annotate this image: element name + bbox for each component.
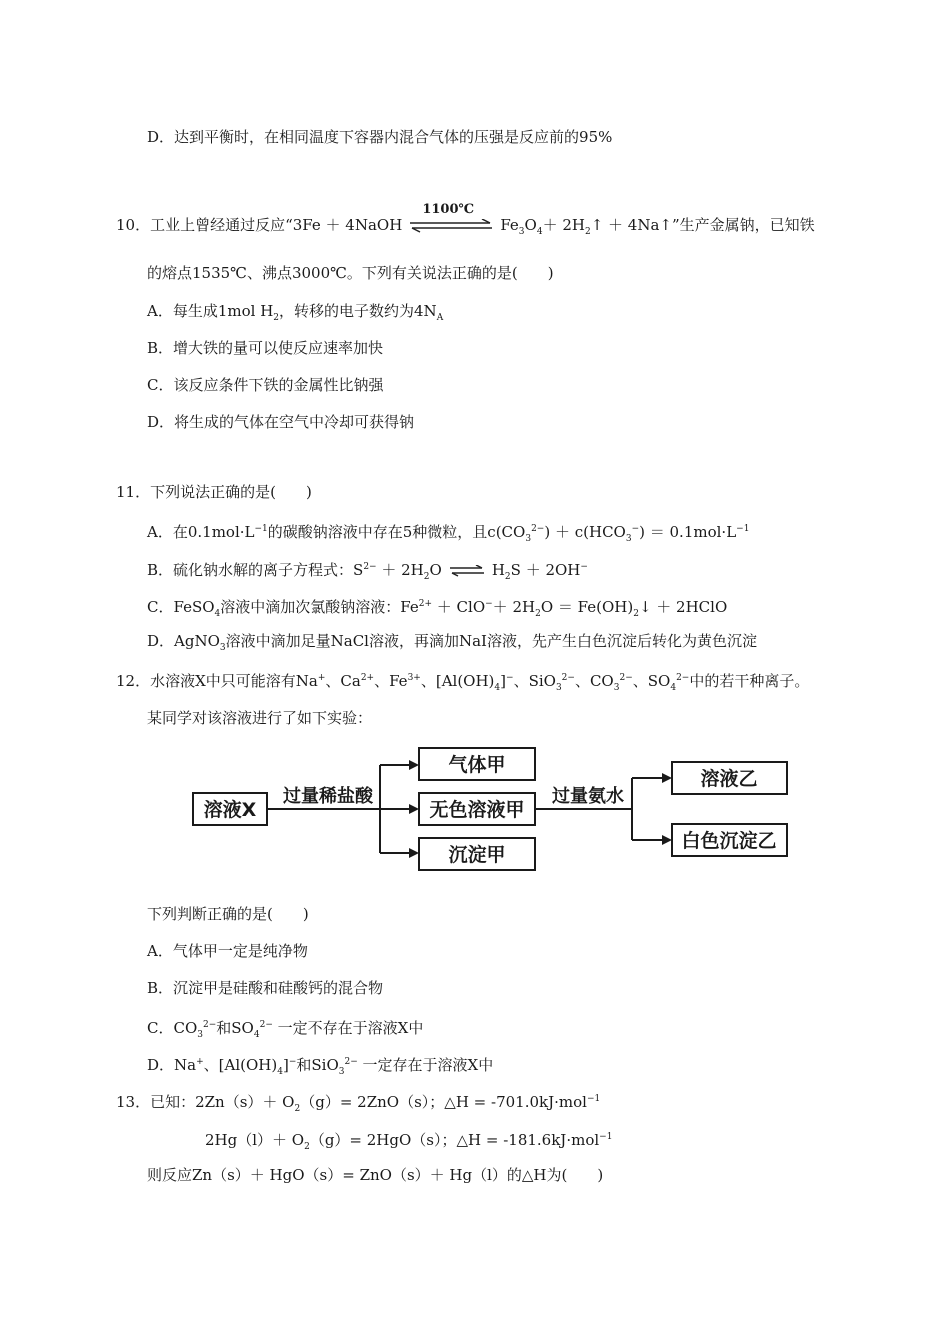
subscript: 4 (214, 609, 221, 619)
subscript: 4 (253, 1030, 260, 1040)
q10-option-a-text: A．每生成1mol H (147, 302, 274, 320)
q11-option-d (147, 630, 757, 659)
q11-option-d-text: 溶液中滴加足量NaCl溶液，再滴加NaI溶液，先产生白色沉淀后转化为黄色沉淀 (225, 632, 757, 650)
label-solution-x: 溶液X (203, 799, 257, 821)
subscript: 3 (613, 683, 620, 693)
q11-option-a-text: 的碳酸钠溶液中存在5种微粒，且c(CO (267, 523, 526, 541)
superscript: −1 (599, 1132, 613, 1142)
superscript: + (196, 1057, 204, 1067)
q12-text: 、SO (632, 672, 671, 690)
arrowhead-icon (409, 848, 419, 858)
label-precip-jia: 沉淀甲 (448, 844, 506, 866)
q10-option-b-text: B．增大铁的量可以使反应速率加快 (147, 339, 384, 357)
q13-line1 (116, 1088, 600, 1120)
q12-text: 中的若干种离子。 (689, 672, 810, 690)
q9-option-d-text: D．达到平衡时，在相同温度下容器内混合气体的压强是反应前的95% (147, 128, 613, 146)
subscript: 3 (197, 1030, 203, 1040)
q11-option-b-text: O (429, 561, 442, 579)
superscript: 3+ (407, 673, 421, 683)
q12-text: 某同学对该溶液进行了如下实验： (147, 709, 373, 727)
q12-text: 、SiO (513, 672, 556, 690)
q11-option-c-text: C．FeSO (147, 598, 215, 616)
label-reagent-hcl: 过量稀盐酸 (283, 786, 373, 807)
q12-option-d-text: ] (282, 1056, 289, 1074)
q12-option-d-text: 一定存在于溶液X中 (362, 1056, 494, 1074)
q10-stem-line2 (147, 262, 554, 284)
subscript: 3 (338, 1067, 345, 1077)
q12-option-c (147, 1014, 423, 1046)
q10-option-d (147, 411, 414, 433)
q10-equilibrium-arrow (410, 202, 492, 237)
subscript: 2 (535, 609, 541, 619)
q10-text: ＋ 2H (542, 216, 585, 234)
q10-option-d-text: D．将生成的气体在空气中冷却可获得钠 (147, 413, 415, 431)
superscript: − (506, 673, 514, 683)
q11-option-c-text: O ＝ Fe(OH) (540, 598, 634, 616)
q11-option-a (147, 518, 749, 550)
subscript: 2 (273, 313, 280, 323)
subscript: 3 (518, 227, 525, 237)
q11-number: 11． (116, 483, 151, 501)
superscript: −1 (736, 524, 750, 534)
q11-option-c-text: ＋ ClO (436, 598, 486, 616)
subscript: 4 (536, 227, 543, 237)
q13-number: 13． (116, 1093, 151, 1111)
q10-option-c-text: C．该反应条件下铁的金属性比钠强 (147, 376, 384, 394)
q10-option-a-text: ，转移的电子数约为4N (279, 302, 437, 320)
subscript: 4 (670, 683, 677, 693)
q12-option-a-text: A．气体甲一定是纯净物 (147, 942, 308, 960)
arrowhead-icon (662, 773, 672, 783)
q10-text: O (524, 216, 537, 234)
q12-option-b-text: B．沉淀甲是硅酸和硅酸钙的混合物 (147, 979, 384, 997)
label-gas-jia: 气体甲 (448, 754, 506, 776)
subscript: 2 (304, 1142, 310, 1152)
q13-text: 已知：2Zn（s）＋ O (150, 1093, 295, 1111)
q13-text: 则反应Zn（s）＋ HgO（s）= ZnO（s）＋ Hg（l）的△H为( ) (147, 1166, 604, 1184)
superscript: 2− (259, 1020, 273, 1030)
q11-option-b (147, 556, 588, 588)
q13-text: 2Hg（l）＋ O (205, 1131, 305, 1149)
q10-text: 的熔点1535℃、沸点3000℃。下列有关说法正确的是( ) (147, 264, 554, 282)
q11-option-b-text: S ＋ 2OH (510, 561, 581, 579)
subscript: 2 (504, 572, 511, 582)
q9-option-d (147, 126, 612, 148)
q12-text: 、Fe (374, 672, 408, 690)
q11-option-c-text: 溶液中滴加次氯酸钠溶液：Fe (220, 598, 419, 616)
q12-stem (116, 667, 809, 699)
superscript: 2− (619, 673, 633, 683)
subscript: 2 (423, 572, 430, 582)
superscript: 2− (344, 1057, 358, 1067)
superscript: 2− (561, 673, 575, 683)
arrowhead-icon (409, 760, 419, 770)
superscript: −1 (586, 1094, 601, 1104)
q12-option-d (147, 1051, 493, 1083)
q10-option-b (147, 337, 383, 359)
q12-judge (147, 903, 309, 925)
q12-option-c-text: 和SO (216, 1019, 254, 1037)
superscript: + (317, 673, 326, 683)
q13-line2 (205, 1126, 612, 1158)
subscript: 2 (294, 1104, 301, 1114)
q10-text: Fe (500, 216, 519, 234)
superscript: 2− (531, 524, 545, 534)
experiment-flow-diagram (0, 740, 950, 875)
q12-option-d-text: 和SiO (296, 1056, 339, 1074)
q12-text: 、CO (574, 672, 614, 690)
q12-stem-line2 (147, 707, 372, 729)
superscript: −1 (254, 524, 268, 534)
q10-stem (116, 202, 815, 243)
q11-option-b-text: B．硫化钠水解的离子方程式：S (147, 561, 364, 579)
q10-condition: 1100℃ (422, 202, 475, 217)
reversible-arrow-icon (450, 565, 484, 577)
q10-option-c (147, 374, 383, 396)
q12-text: ] (500, 672, 507, 690)
subscript: A (436, 313, 444, 323)
q12-text: 下列判断正确的是( ) (147, 905, 309, 923)
subscript: 3 (525, 534, 532, 544)
superscript: 2+ (418, 599, 432, 609)
q11-option-c-text: ↓ ＋ 2HClO (638, 598, 728, 616)
arrowhead-icon (662, 835, 672, 845)
superscript: − (631, 524, 640, 534)
q11-option-a-text: ) ＋ c(HCO (544, 523, 626, 541)
q11-option-a-text: ) ＝ 0.1mol·L (639, 523, 737, 541)
q12-number: 12． (116, 672, 151, 690)
q11-option-c (147, 593, 727, 625)
q12-option-d-text: D．Na (147, 1056, 197, 1074)
superscript: − (580, 562, 588, 572)
q12-option-c-text: C．CO (147, 1019, 198, 1037)
q12-option-a (147, 940, 308, 962)
q12-text: 、[Al(OH) (420, 672, 495, 690)
label-reagent-ammonia: 过量氨水 (552, 786, 624, 807)
superscript: 2− (203, 1020, 217, 1030)
q11-option-c-text: ＋ 2H (492, 598, 536, 616)
subscript: 4 (494, 683, 501, 693)
subscript: 3 (555, 683, 562, 693)
q11-option-b-text: ＋ 2H (381, 561, 424, 579)
q12-option-c-text: 一定不存在于溶液X中 (277, 1019, 424, 1037)
q10-reactants: 工业上曾经通过反应“3Fe ＋ 4NaOH (150, 216, 403, 234)
q11-option-d-text: D．AgNO (147, 632, 220, 650)
q13-text: （g）= 2ZnO（s）；△H = -701.0kJ·mol (300, 1093, 587, 1111)
label-white-precip-yi: 白色沉淀乙 (681, 830, 777, 852)
q12-option-d-text: 、[Al(OH) (203, 1056, 278, 1074)
subscript: 2 (633, 609, 639, 619)
subscript: 2 (584, 227, 591, 237)
arrowhead-icon (409, 804, 419, 814)
equilibrium-arrow-icon (410, 219, 492, 233)
q10-number: 10． (116, 216, 151, 234)
q11-text: 下列说法正确的是( ) (150, 483, 312, 501)
q11-option-a-text: A．在0.1mol·L (147, 523, 255, 541)
q13-line3 (147, 1164, 603, 1186)
q11-stem (116, 481, 312, 503)
q12-option-b (147, 977, 383, 999)
superscript: 2+ (360, 673, 375, 683)
superscript: − (485, 599, 493, 609)
q10-text: ↑ ＋ 4Na↑”生产金属钠，已知铁 (590, 216, 815, 234)
q11-option-b-text: H (491, 561, 505, 579)
superscript: − (288, 1057, 297, 1067)
q13-text: （g）= 2HgO（s）；△H = -181.6kJ·mol (309, 1131, 600, 1149)
superscript: 2− (363, 562, 377, 572)
subscript: 4 (277, 1067, 283, 1077)
superscript: 2− (676, 673, 690, 683)
label-colorless-jia: 无色溶液甲 (429, 799, 525, 821)
q12-text: 水溶液X中只可能溶有Na (150, 672, 318, 690)
subscript: 3 (625, 534, 632, 544)
label-solution-yi: 溶液乙 (700, 768, 758, 790)
subscript: 3 (219, 643, 226, 653)
q10-option-a (147, 300, 443, 329)
q12-text: 、Ca (325, 672, 361, 690)
